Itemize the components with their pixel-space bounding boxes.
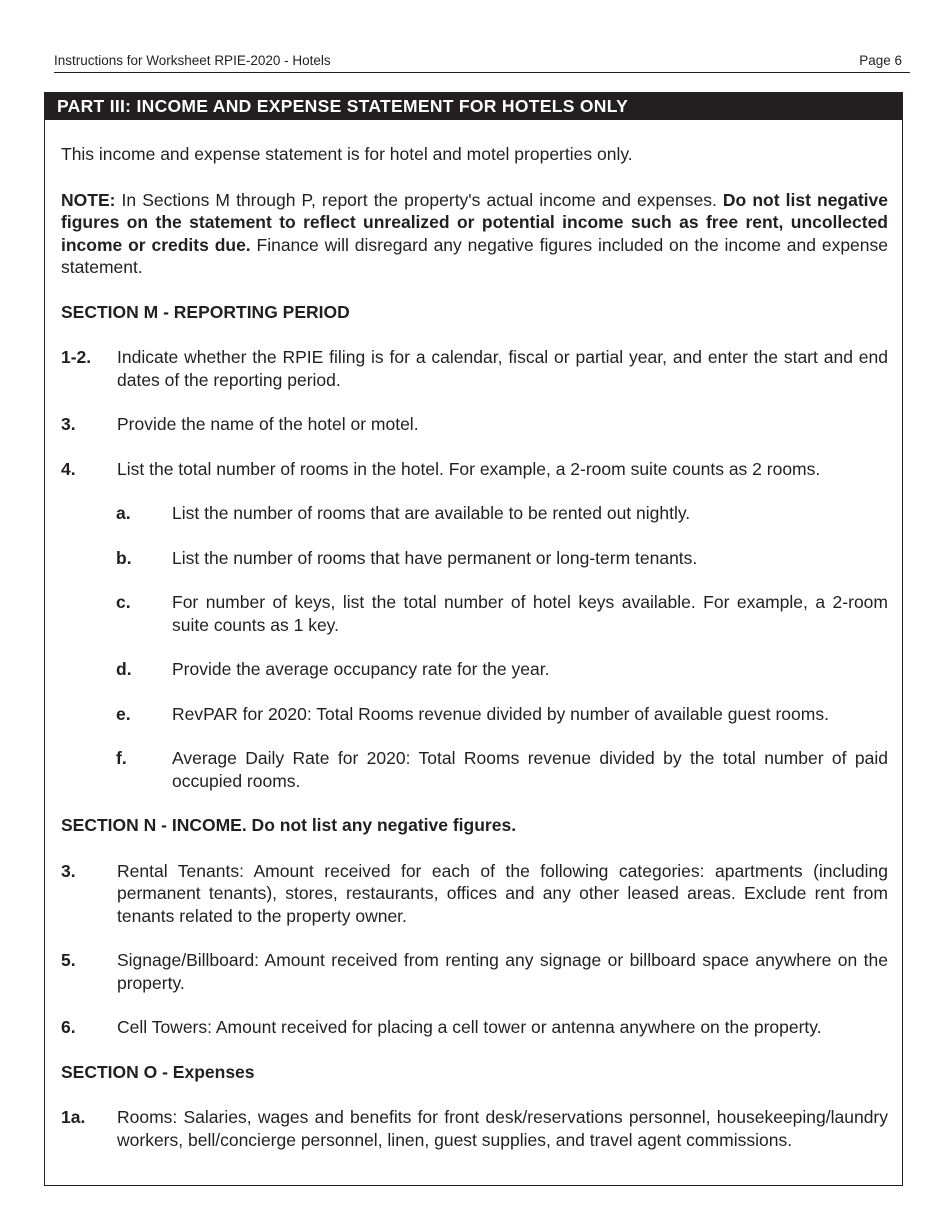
list-item	[61, 1106, 888, 1151]
note-bold-text: Do not list negative figures on the statement to reflect unrealized or potential income such as free rent, uncollected income or credits due.	[61, 189, 888, 255]
sub-list-item	[61, 747, 888, 792]
item-text: Signage/Billboard: Amount received from renting any signage or billboard space anywhere on the property.	[117, 950, 888, 993]
list-item	[61, 860, 888, 928]
item-number: 3.	[61, 414, 76, 434]
note-paragraph	[61, 189, 888, 279]
intro-text: This income and expense statement is for hotel and motel properties only.	[61, 144, 633, 164]
sub-item-text: List the number of rooms that are available to be rented out nightly.	[172, 503, 691, 523]
item-number: 1a.	[61, 1107, 86, 1127]
statement-frame	[44, 92, 903, 1186]
sub-item-text: Provide the average occupancy rate for the year.	[172, 659, 550, 679]
item-text: Cell Towers: Amount received for placing a cell tower or antenna anywhere on the property.	[117, 1017, 822, 1037]
sub-list-item	[61, 703, 888, 726]
running-header	[54, 52, 910, 73]
page-number: Page 6	[859, 53, 902, 68]
sub-item-letter: d.	[116, 659, 132, 679]
instructions-body	[61, 143, 888, 1173]
sub-item-text: List the number of rooms that have permanent or long-term tenants.	[172, 547, 698, 568]
sub-item-text: Average Daily Rate for 2020: Total Rooms revenue divided by the total number of paid occupied rooms.	[172, 748, 888, 791]
item-text: Provide the name of the hotel or motel.	[117, 414, 419, 434]
list-item	[61, 949, 888, 994]
sub-item-letter: a.	[116, 503, 131, 523]
item-text: Rooms: Salaries, wages and benefits for front desk/reservations personnel, housekeeping/laundry workers, bell/concierge personnel, linen, guest supplies, and travel agent commissions.	[117, 1107, 888, 1150]
sub-list-item	[61, 658, 888, 681]
section-m-title: SECTION M - REPORTING PERIOD	[61, 301, 350, 322]
sub-list-item	[61, 591, 888, 636]
sub-item-text: RevPAR for 2020: Total Rooms revenue divided by number of available guest rooms.	[172, 703, 829, 724]
note-text-1: In Sections M through P, report the property's actual income and expenses.	[115, 189, 723, 210]
item-number: 3.	[61, 860, 76, 881]
item-number: 1-2.	[61, 347, 92, 367]
list-item	[61, 458, 888, 481]
item-text: Rental Tenants: Amount received for each of the following categories: apartments (including permanent tenants), stores, restaurants, offices and any other leased areas. Exclude rent from tenants related to the property owner.	[117, 860, 888, 926]
list-item	[61, 346, 888, 391]
item-text: List the total number of rooms in the hotel. For example, a 2-room suite counts as 2 rooms.	[117, 458, 821, 479]
sub-item-text: For number of keys, list the total number of hotel keys available. For example, a 2-room suite counts as 1 key.	[172, 592, 888, 635]
item-number: 4.	[61, 458, 76, 479]
item-number: 5.	[61, 950, 76, 970]
note-text-2: Finance will disregard any negative figures included on the income and expense statement.	[61, 234, 888, 277]
list-item	[61, 413, 888, 436]
item-number: 6.	[61, 1017, 76, 1037]
part-banner: PART III: INCOME AND EXPENSE STATEMENT FOR HOTELS ONLY	[45, 93, 902, 120]
list-item	[61, 1016, 888, 1039]
sub-item-letter: e.	[116, 703, 131, 724]
sub-list-item	[61, 547, 888, 570]
section-n-title: SECTION N - INCOME. Do not list any negative figures.	[61, 815, 517, 835]
item-text: Indicate whether the RPIE filing is for a calendar, fiscal or partial year, and enter the start and end dates of the reporting period.	[117, 347, 888, 390]
sub-item-letter: b.	[116, 547, 132, 568]
sub-item-letter: f.	[116, 748, 127, 768]
document-title: Instructions for Worksheet RPIE-2020 - Hotels	[54, 53, 331, 68]
section-o-title: SECTION O - Expenses	[61, 1061, 255, 1082]
note-label: NOTE:	[61, 189, 116, 210]
sub-item-letter: c.	[116, 592, 131, 612]
sub-list-item	[61, 502, 888, 525]
